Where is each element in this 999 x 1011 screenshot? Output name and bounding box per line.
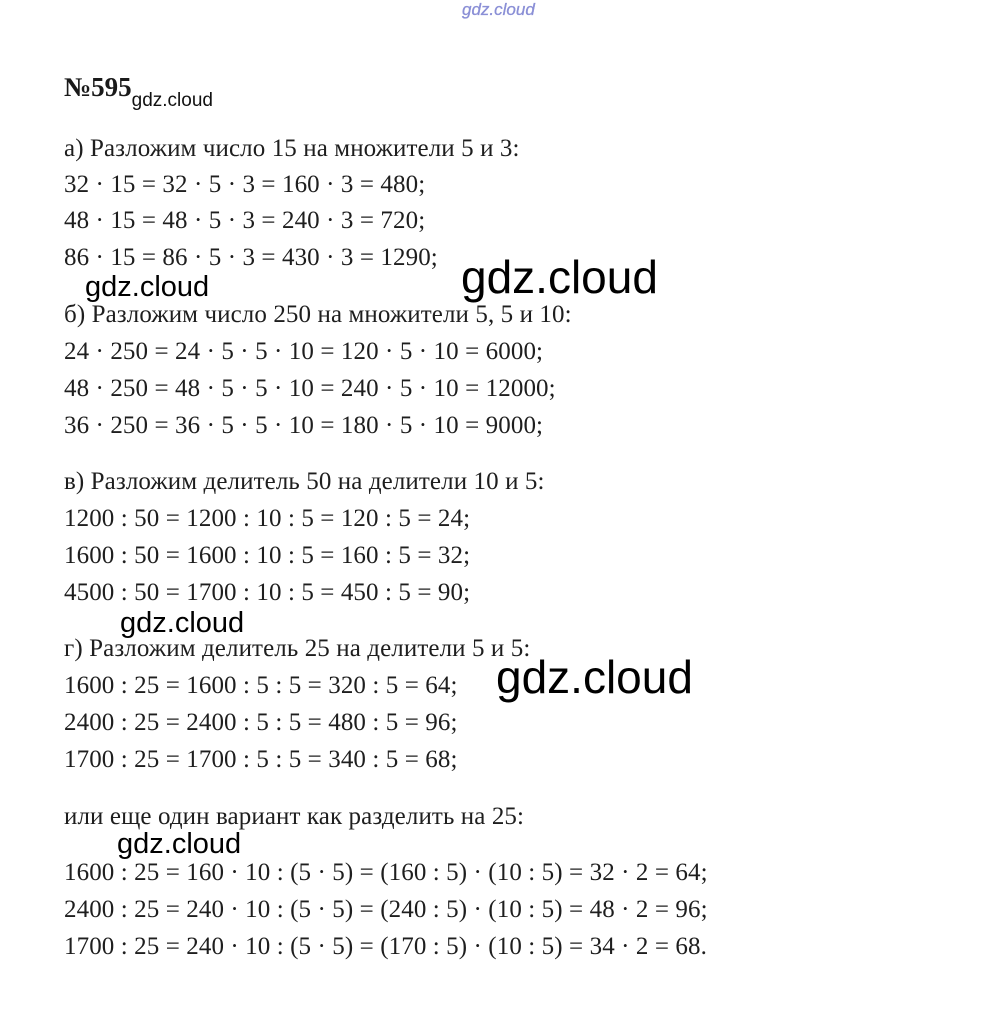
part-c-heading: в) Разложим делитель 50 на делители 10 и 5:: [64, 468, 545, 495]
watermark: gdz.cloud: [461, 251, 658, 303]
solution-line: 86 · 15 = 86 · 5 · 3 = 430 · 3 = 1290;: [64, 244, 438, 271]
solution-line: 1700 : 25 = 1700 : 5 : 5 = 340 : 5 = 68;: [64, 746, 458, 773]
task-number-label: №595: [64, 72, 132, 102]
part-a-heading: а) Разложим число 15 на множители 5 и 3:: [64, 135, 520, 162]
solution-line: 48 · 15 = 48 · 5 · 3 = 240 · 3 = 720;: [64, 207, 426, 234]
watermark: gdz.cloud: [85, 271, 210, 303]
alternative-heading: или еще один вариант как разделить на 25:: [64, 803, 525, 830]
part-b-heading: б) Разложим число 250 на множители 5, 5 и 10:: [64, 301, 572, 328]
task-number: [64, 70, 213, 111]
watermark: gdz.cloud: [117, 828, 242, 860]
solution-line: 32 · 15 = 32 · 5 · 3 = 160 · 3 = 480;: [64, 171, 426, 198]
watermark: gdz.cloud: [120, 607, 245, 639]
solution-line: 1600 : 25 = 160 · 10 : (5 · 5) = (160 : 5) · (10 : 5) = 32 · 2 = 64;: [64, 859, 708, 886]
solution-line: 2400 : 25 = 2400 : 5 : 5 = 480 : 5 = 96;: [64, 709, 458, 736]
top-watermark: gdz.cloud: [462, 0, 535, 19]
watermark: gdz.cloud: [496, 651, 693, 703]
solution-line: 4500 : 50 = 1700 : 10 : 5 = 450 : 5 = 90;: [64, 579, 471, 606]
solution-line: 1600 : 50 = 1600 : 10 : 5 = 160 : 5 = 32;: [64, 542, 471, 569]
solution-line: 1700 : 25 = 240 · 10 : (5 · 5) = (170 : 5) · (10 : 5) = 34 · 2 = 68.: [64, 933, 707, 960]
task-number-watermark: gdz.cloud: [131, 90, 213, 111]
solution-line: 24 · 250 = 24 · 5 · 5 · 10 = 120 · 5 · 10 = 6000;: [64, 338, 544, 365]
part-d-heading: г) Разложим делитель 25 на делители 5 и 5:: [64, 635, 531, 662]
solution-line: 36 · 250 = 36 · 5 · 5 · 10 = 180 · 5 · 10 = 9000;: [64, 412, 544, 439]
solution-line: 1600 : 25 = 1600 : 5 : 5 = 320 : 5 = 64;: [64, 672, 458, 699]
solution-line: 2400 : 25 = 240 · 10 : (5 · 5) = (240 : 5) · (10 : 5) = 48 · 2 = 96;: [64, 896, 708, 923]
solution-line: 1200 : 50 = 1200 : 10 : 5 = 120 : 5 = 24;: [64, 505, 471, 532]
solution-line: 48 · 250 = 48 · 5 · 5 · 10 = 240 · 5 · 10 = 12000;: [64, 375, 556, 402]
